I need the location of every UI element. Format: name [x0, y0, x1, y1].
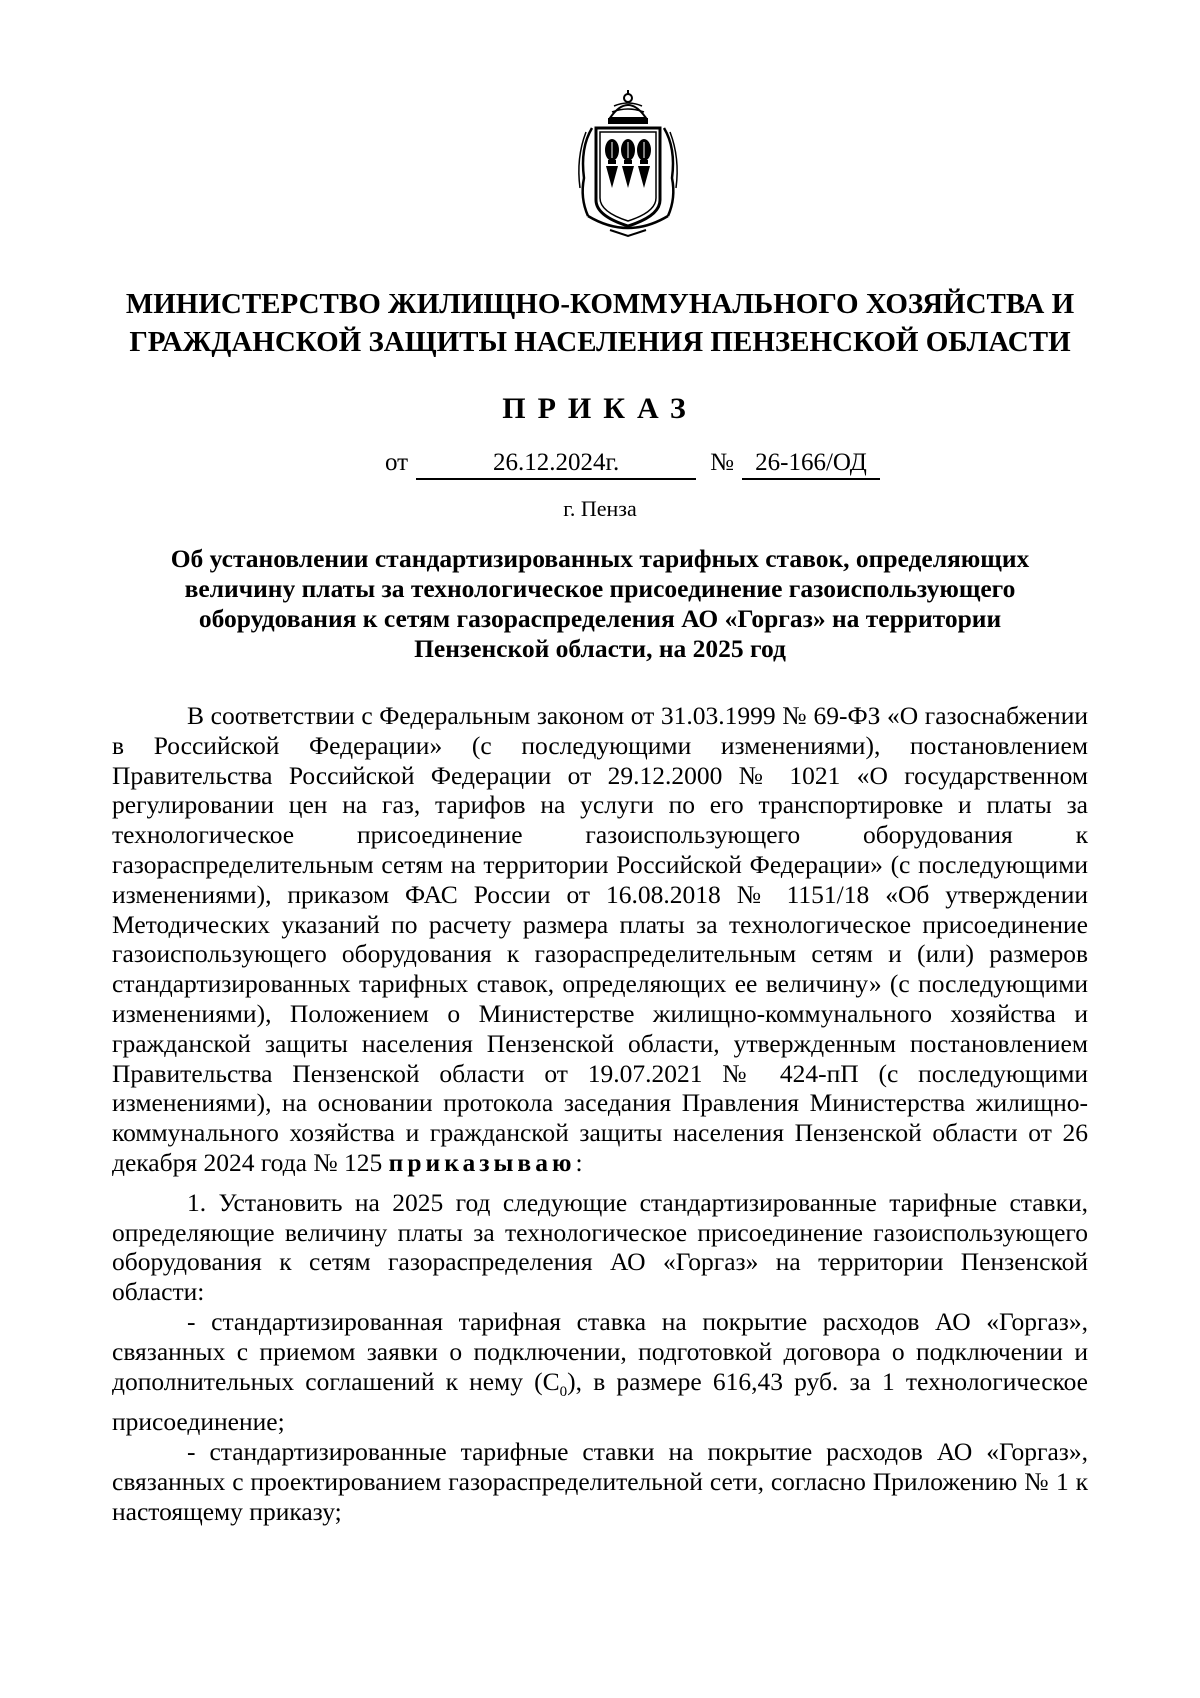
ministry-name	[110, 285, 1090, 361]
subject-line-1: Об установлении стандартизированных тарифных ставок, определяющих	[170, 544, 1030, 573]
doc-type-title: ПРИКАЗ	[502, 392, 698, 425]
preamble-paragraph	[112, 701, 1088, 1178]
order-colon: :	[575, 1147, 583, 1177]
date-prefix: от	[385, 449, 409, 476]
order-body	[112, 701, 1088, 1527]
item-1a-subscript: 0	[559, 1383, 568, 1400]
order-word: приказываю	[388, 1147, 576, 1177]
coat-of-arms-emblem	[570, 88, 686, 240]
item-1a-paragraph	[112, 1307, 1088, 1437]
city-name: г. Пенза	[563, 496, 637, 521]
subject-line-3: оборудования к сетям газораспределения АО «Горгаз» на территории	[198, 604, 1002, 633]
number-prefix: №	[710, 449, 734, 476]
item-1-paragraph: 1. Установить на 2025 год следующие стандартизированные тарифные ставки, определяющие величину платы за технологическое присоединение газоиспользующего оборудования к сетям газораспределения АО «Горгаз» на территории Пензенской области:	[112, 1187, 1088, 1307]
subject-line-2: величину платы за технологическое присоединение газоиспользующего	[184, 574, 1016, 603]
item-1b-paragraph: - стандартизированные тарифные ставки на покрытие расходов АО «Горгаз», связанных с проектированием газораспределительной сети, согласно Приложению № 1 к настоящему приказу;	[112, 1437, 1088, 1526]
order-date-number-line	[385, 448, 880, 480]
item-1a-before: - стандартизированная тарифная ставка на покрытие расходов АО «Горгаз», связанных с приемом заявки о подключении, подготовкой договора о подключении и дополнительных соглашений к нему (С	[112, 1306, 1088, 1396]
ministry-line-1: МИНИСТЕРСТВО ЖИЛИЩНО-КОММУНАЛЬНОГО ХОЗЯЙСТВА И	[125, 288, 1075, 320]
preamble-text: В соответствии с Федеральным законом от 31.03.1999 № 69-ФЗ «О газоснабжении в Российской Федерации» (с последующими изменениями), постановлением Правительства Российской Федерации от 29.12.2000 № 1021 «О государственном регулировании цен на газ, тарифов на услуги по его транспортировке и платы за технологическое присоединение газоиспользующего оборудования к газораспределительным сетям на территории Российской Федерации» (с последующими изменениями), приказом ФАС России от 16.08.2018 № 1151/18 «Об утверждении Методических указаний по расчету размера платы за технологическое присоединение газоиспользующего оборудования к газораспределительным сетям и (или) размеров стандартизированных тарифных ставок, определяющих ее величину» (с последующими изменениями), Положением о Министерстве жилищно-коммунального хозяйства и гражданской защиты населения Пензенской области, утвержденным постановлением Правительства Пензенской области от 19.07.2021 № 424-пП (с последующими изменениями), на основании протокола заседания Правления Министерства жилищно-коммунального хозяйства и гражданской защиты населения Пензенской области от 26 декабря 2024 года № 125	[112, 701, 1088, 1177]
ministry-line-2: ГРАЖДАНСКОЙ ЗАЩИТЫ НАСЕЛЕНИЯ ПЕНЗЕНСКОЙ ОБЛАСТИ	[129, 326, 1071, 358]
order-number: 26-166/ОД	[742, 448, 880, 480]
order-subject	[140, 544, 1060, 664]
order-date: 26.12.2024г.	[416, 448, 696, 480]
item-1a-after: ), в размере 616,43 руб. за 1 технологическое присоединение;	[112, 1366, 1088, 1437]
subject-line-4: Пензенской области, на 2025 год	[414, 634, 786, 663]
